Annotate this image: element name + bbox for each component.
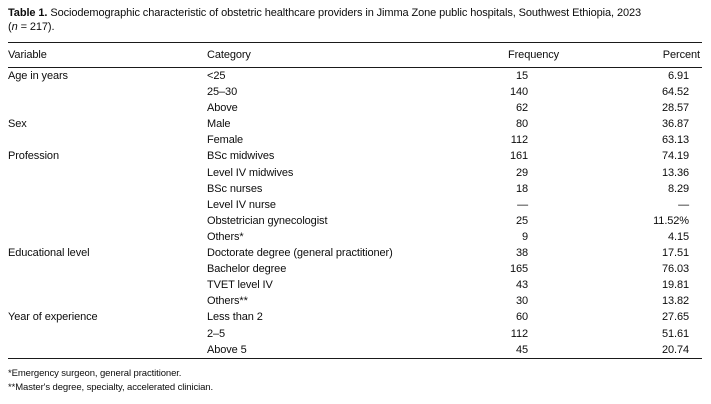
frequency-cell: 25 [515, 214, 528, 227]
table-row [8, 293, 702, 309]
percent-cell: 76.03 [661, 263, 689, 276]
table-row [8, 309, 702, 325]
percent-cell: 17.51 [661, 247, 689, 260]
table-row [8, 132, 702, 148]
n-value: = 217). [17, 21, 55, 33]
category-cell: Female [207, 134, 244, 147]
category-cell: 25–30 [207, 86, 238, 99]
frequency-cell: 62 [515, 102, 528, 115]
table-row [8, 84, 702, 100]
table-row [8, 148, 702, 164]
table-number: Table 1. [8, 7, 48, 19]
table-row [8, 342, 702, 359]
percent-cell: 36.87 [661, 118, 689, 131]
variable-cell [8, 326, 207, 342]
sociodemographic-table [8, 42, 702, 359]
header-row [8, 43, 702, 68]
percent-cell: 28.57 [661, 102, 689, 115]
table-header [8, 43, 702, 68]
percent-cell: — [678, 198, 689, 211]
percent-cell: 11.52% [653, 214, 689, 227]
table-row [8, 261, 702, 277]
percent-cell: 64.52 [661, 86, 689, 99]
variable-cell [8, 84, 207, 100]
category-cell: BSc midwives [207, 150, 275, 163]
variable-cell: Age in years [8, 70, 68, 82]
variable-cell [8, 132, 207, 148]
sample-size-note [8, 20, 704, 34]
frequency-cell: 112 [510, 134, 528, 147]
category-cell: Bachelor degree [207, 263, 287, 276]
variable-cell: Profession [8, 150, 59, 163]
frequency-cell: 9 [521, 230, 528, 243]
variable-cell: Year of experience [8, 311, 98, 324]
category-cell: Male [207, 118, 231, 131]
table-row [8, 326, 702, 342]
frequency-cell: 29 [515, 166, 528, 179]
table-footnotes [8, 367, 704, 394]
category-cell: Above [207, 102, 238, 115]
category-cell: Doctorate degree (general practitioner) [207, 247, 393, 260]
percent-cell: 13.82 [661, 295, 689, 308]
column-header-percent: Percent [582, 43, 702, 68]
percent-cell: 19.81 [661, 279, 689, 292]
table-row [8, 165, 702, 181]
frequency-cell: 38 [515, 247, 528, 260]
variable-cell [8, 181, 207, 197]
category-cell: Less than 2 [207, 311, 263, 324]
frequency-cell: 80 [515, 118, 528, 131]
category-cell: <25 [207, 70, 226, 82]
percent-cell: 13.36 [661, 166, 689, 179]
variable-cell [8, 100, 207, 116]
category-cell: Level IV midwives [207, 166, 294, 179]
percent-cell: 27.65 [661, 311, 689, 324]
table-row [8, 197, 702, 213]
table-body [8, 68, 702, 359]
category-cell: Above 5 [207, 343, 247, 356]
table-row [8, 100, 702, 116]
frequency-cell: 30 [515, 295, 528, 308]
paren-open: ( [8, 21, 12, 33]
table-row [8, 181, 702, 197]
category-cell: BSc nurses [207, 182, 263, 195]
variable-cell: Sex [8, 118, 27, 131]
n-symbol: n [11, 21, 18, 33]
category-cell: Others* [207, 230, 244, 243]
table-row [8, 277, 702, 293]
percent-cell: 74.19 [661, 150, 689, 163]
category-cell: Level IV nurse [207, 198, 276, 211]
percent-cell: 63.13 [661, 134, 689, 147]
table-caption-text: Sociodemographic characteristic of obstetric healthcare providers in Jimma Zone public hospitals, Southwest Ethiopia, 2023 [50, 7, 642, 19]
percent-cell: 20.74 [661, 343, 689, 356]
frequency-cell: 60 [515, 311, 528, 324]
variable-cell [8, 261, 207, 277]
percent-cell: 51.61 [661, 327, 689, 340]
frequency-cell: 161 [509, 150, 528, 163]
category-cell: TVET level IV [207, 279, 273, 292]
percent-cell: 4.15 [667, 230, 689, 243]
frequency-cell: 43 [515, 279, 528, 292]
frequency-cell: 45 [515, 343, 528, 356]
variable-cell [8, 277, 207, 293]
category-cell: Obstetrician gynecologist [207, 214, 328, 227]
frequency-cell: 18 [515, 182, 528, 195]
frequency-cell: — [517, 198, 528, 211]
table-row [8, 116, 702, 132]
footnote-single-asterisk: *Emergency surgeon, general practitioner. [8, 368, 182, 379]
frequency-cell: 112 [510, 327, 528, 340]
column-header-category: Category [207, 43, 460, 68]
frequency-cell: 165 [509, 263, 528, 276]
frequency-cell: 140 [509, 86, 528, 99]
variable-cell [8, 293, 207, 309]
table-row [8, 68, 702, 85]
column-header-variable: Variable [8, 43, 207, 68]
table-caption [8, 6, 704, 34]
table-row [8, 213, 702, 229]
table-row [8, 245, 702, 261]
variable-cell [8, 213, 207, 229]
category-cell: 2–5 [207, 327, 226, 340]
footnote-double-asterisk: **Master's degree, specialty, accelerated clinician. [8, 381, 214, 393]
column-header-frequency: Frequency [460, 43, 582, 68]
percent-cell: 8.29 [667, 182, 689, 195]
category-cell: Others** [207, 295, 248, 308]
table-row [8, 229, 702, 245]
variable-cell [8, 165, 207, 181]
variable-cell: Educational level [8, 247, 90, 260]
variable-cell [8, 229, 207, 245]
percent-cell: 6.91 [667, 70, 689, 82]
variable-cell [8, 197, 207, 213]
frequency-cell: 15 [515, 70, 528, 82]
variable-cell [8, 342, 207, 359]
